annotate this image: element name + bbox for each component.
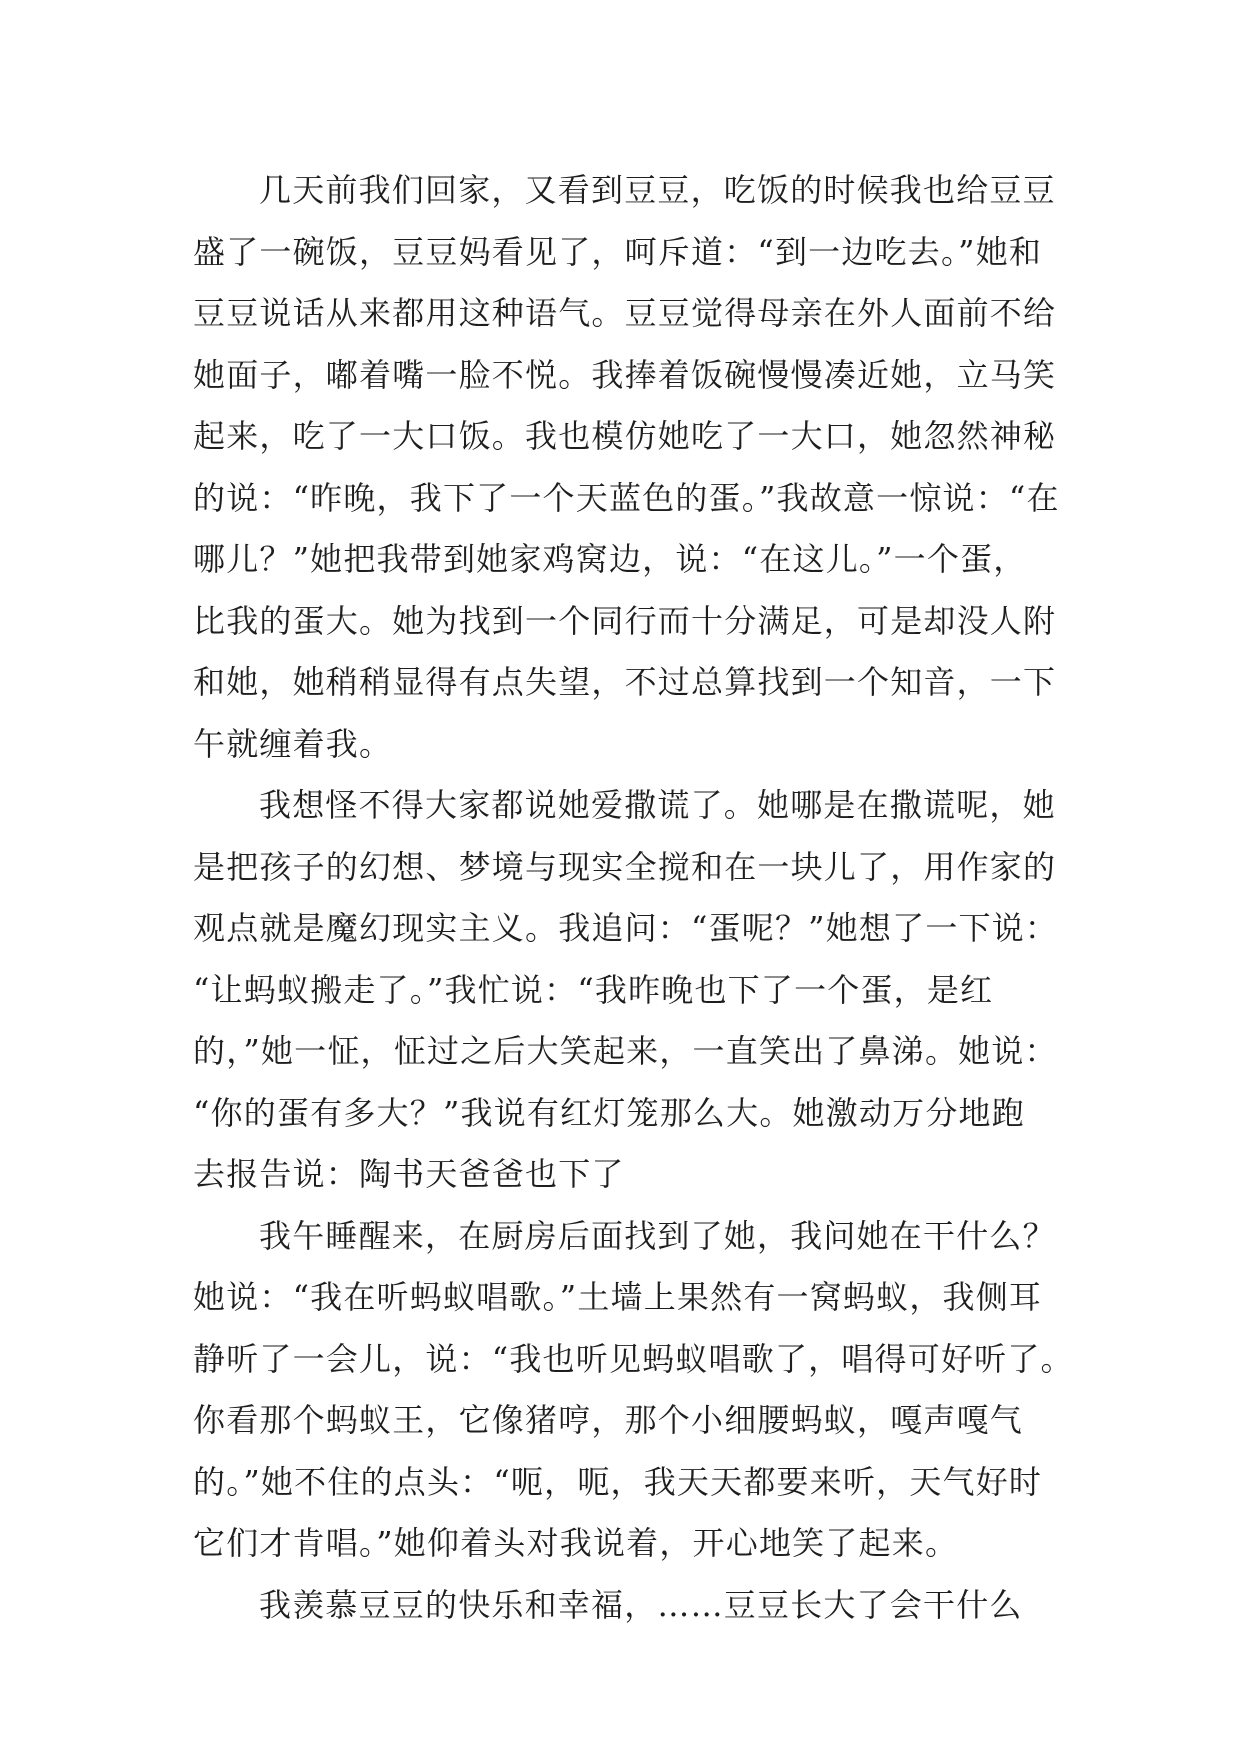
text-line: 和她，她稍稍显得有点失望，不过总算找到一个知音，一下 xyxy=(193,663,1057,701)
paragraph-4 xyxy=(193,1575,1093,1637)
text-line: 的。”她不住的点头：“呃，呃，我天天都要来听，天气好时 xyxy=(193,1462,1043,1501)
text-line: 盛了一碗饭，豆豆妈看见了，呵斥道：“到一边吃去。”她和 xyxy=(193,232,1043,271)
text-line: 是把孩子的幻想、梦境与现实全搅和在一块儿了，用作家的 xyxy=(193,847,1057,886)
paragraph-1 xyxy=(193,160,1093,775)
text-line: 她说：“我在听蚂蚁唱歌。”土墙上果然有一窝蚂蚁，我侧耳 xyxy=(193,1278,1043,1316)
text-line: “你的蛋有多大？”我说有红灯笼那么大。她激动万分地跑 xyxy=(193,1093,1025,1132)
paragraph-3 xyxy=(193,1206,1093,1575)
text-line: 你看那个蚂蚁王，它像猪哼，那个小细腰蚂蚁，嘎声嘎气 xyxy=(193,1401,1024,1439)
text-line: 我午睡醒来，在厨房后面找到了她，我问她在干什么？ xyxy=(259,1216,1056,1255)
text-line: 我羡慕豆豆的快乐和幸福，……豆豆长大了会干什么 xyxy=(259,1585,1023,1624)
text-line: 的，”她一怔，怔过之后大笑起来，一直笑出了鼻涕。她说： xyxy=(193,1032,1058,1070)
text-line: 我想怪不得大家都说她爱撒谎了。她哪是在撒谎呢，她 xyxy=(259,786,1056,824)
text-line: 起来，吃了一大口饭。我也模仿她吃了一大口，她忽然神秘 xyxy=(193,417,1057,455)
text-line: 它们才肯唱。”她仰着头对我说着，开心地笑了起来。 xyxy=(193,1524,959,1562)
text-line: 午就缠着我。 xyxy=(193,724,393,763)
document-body xyxy=(193,160,1093,1636)
text-line: 去报告说：陶书天爸爸也下了 xyxy=(193,1155,625,1193)
text-line: 豆豆说话从来都用这种语气。豆豆觉得母亲在外人面前不给 xyxy=(193,294,1057,332)
text-line: 静听了一会儿，说：“我也听见蚂蚁唱歌了，唱得可好听了。 xyxy=(193,1339,1074,1378)
text-line: 几天前我们回家，又看到豆豆，吃饭的时候我也给豆豆 xyxy=(259,171,1056,209)
paragraph-2 xyxy=(193,775,1093,1206)
text-line: 哪儿？”她把我带到她家鸡窝边，说：“在这儿。”一个蛋， xyxy=(193,540,1027,578)
text-line: “让蚂蚁搬走了。”我忙说：“我昨晚也下了一个蛋，是红 xyxy=(193,970,994,1009)
text-line: 观点就是魔幻现实主义。我追问：“蛋呢？”她想了一下说： xyxy=(193,909,1059,947)
text-line: 比我的蛋大。她为找到一个同行而十分满足，可是却没人附 xyxy=(193,601,1057,640)
text-line: 她面子，嘟着嘴一脸不悦。我捧着饭碗慢慢凑近她，立马笑 xyxy=(193,355,1057,394)
text-line: 的说：“昨晚，我下了一个天蓝色的蛋。”我故意一惊说：“在 xyxy=(193,478,1060,517)
